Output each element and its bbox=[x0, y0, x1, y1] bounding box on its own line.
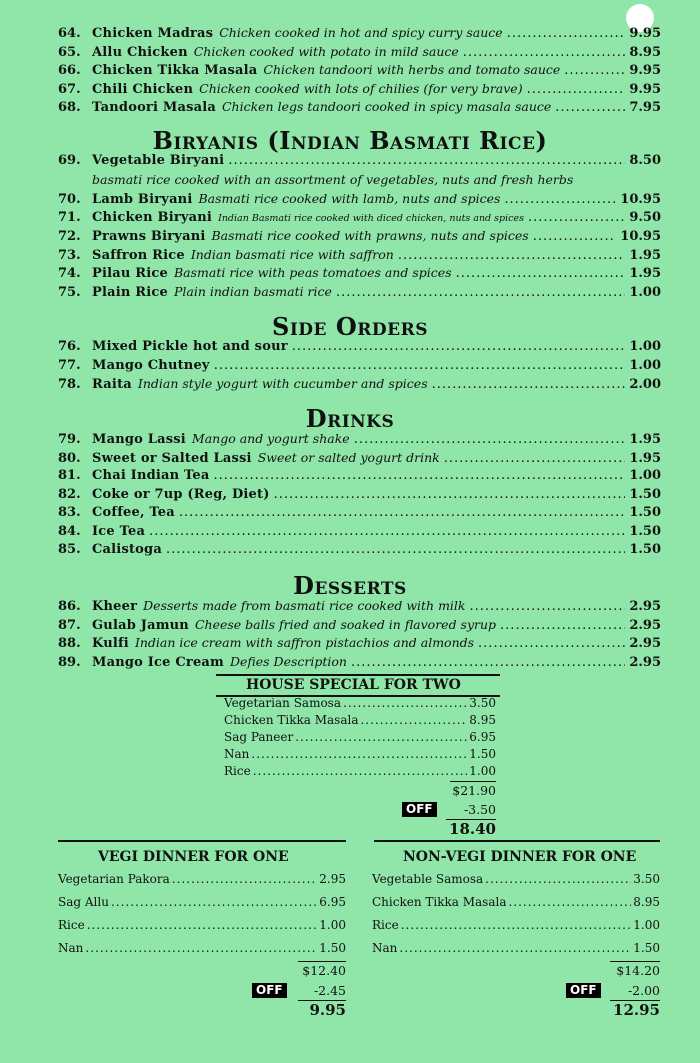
vegi-dinner-subtotal: $12.40 bbox=[302, 963, 346, 978]
item-price: 9.95 bbox=[629, 26, 661, 41]
item-price: 10.95 bbox=[620, 192, 661, 207]
dot-leader bbox=[504, 191, 616, 209]
special-item-name: Rice bbox=[224, 764, 251, 778]
menu-item bbox=[58, 357, 661, 375]
item-name: Plain Rice bbox=[92, 284, 168, 300]
item-number: 79. bbox=[58, 432, 81, 447]
dot-leader bbox=[432, 376, 626, 394]
item-number: 68. bbox=[58, 100, 81, 115]
item-number: 75. bbox=[58, 284, 81, 300]
special-item-name: Sag Allu bbox=[58, 895, 109, 909]
item-price: 9.95 bbox=[629, 63, 661, 78]
item-name: Mixed Pickle hot and sour bbox=[92, 339, 288, 354]
special-item-name: Chicken Tikka Masala bbox=[224, 713, 359, 727]
special-item-price: 3.50 bbox=[469, 696, 496, 710]
nonvegi-dinner-top-rule bbox=[374, 840, 660, 842]
vegi-dinner-title: VEGI DINNER FOR ONE bbox=[98, 849, 289, 865]
item-price: 10.95 bbox=[620, 229, 661, 244]
special-item-price: 1.50 bbox=[469, 747, 496, 761]
item-price: 1.95 bbox=[629, 247, 661, 263]
item-price: 2.00 bbox=[629, 377, 661, 392]
item-price: 1.50 bbox=[629, 542, 661, 557]
special-item bbox=[372, 940, 660, 956]
menu-item bbox=[58, 467, 661, 485]
item-name: Mango Lassi bbox=[92, 432, 186, 447]
dot-leader bbox=[149, 523, 625, 541]
menu-item bbox=[58, 264, 661, 283]
vegi-dinner-off-badge: OFF bbox=[252, 983, 287, 998]
special-item bbox=[372, 894, 660, 910]
item-name: Tandoori Masala bbox=[92, 100, 216, 115]
item-price: 1.00 bbox=[629, 339, 661, 354]
item-number: 78. bbox=[58, 377, 81, 392]
special-item-name: Nan bbox=[372, 941, 398, 955]
item-description: Indian Basmati rice cooked with diced chicken, nuts and spices bbox=[218, 212, 524, 224]
special-item-name: Rice bbox=[58, 918, 85, 932]
menu-item bbox=[58, 152, 661, 170]
item-number: 72. bbox=[58, 229, 81, 244]
item-price: 1.95 bbox=[629, 266, 661, 281]
special-item-name: Vegetable Samosa bbox=[372, 872, 484, 886]
menu-item bbox=[58, 504, 661, 522]
dot-leader bbox=[401, 917, 632, 933]
dot-leader bbox=[166, 541, 625, 559]
house-special-title: HOUSE SPECIAL FOR TWO bbox=[246, 677, 461, 693]
item-number: 69. bbox=[58, 153, 81, 168]
item-number: 84. bbox=[58, 523, 81, 539]
special-item bbox=[58, 917, 346, 933]
house-special-discount: -3.50 bbox=[463, 802, 496, 817]
special-item-name: Nan bbox=[58, 941, 84, 955]
item-name: Gulab Jamun bbox=[92, 617, 189, 633]
menu-item bbox=[58, 209, 661, 228]
item-name: Mango Chutney bbox=[92, 357, 210, 373]
item-description: Mango and yogurt shake bbox=[191, 431, 350, 446]
dot-leader bbox=[456, 265, 626, 283]
special-item-name: Chicken Tikka Masala bbox=[372, 895, 507, 909]
dot-leader bbox=[172, 871, 318, 887]
menu-item bbox=[58, 43, 661, 62]
dot-leader bbox=[85, 940, 317, 956]
item-name: Coffee, Tea bbox=[92, 505, 175, 520]
dot-leader bbox=[444, 450, 626, 468]
item-description: Chicken tandoori with herbs and tomato sauce bbox=[263, 62, 561, 77]
menu-item bbox=[58, 283, 661, 302]
special-item-name: Sag Paneer bbox=[224, 730, 294, 744]
dot-leader bbox=[253, 763, 468, 779]
item-name: Mango Ice Cream bbox=[92, 654, 224, 670]
menu-item bbox=[58, 61, 661, 80]
item-name: Ice Tea bbox=[92, 523, 146, 539]
dot-leader bbox=[478, 635, 625, 653]
special-item-price: 6.95 bbox=[469, 730, 496, 744]
dot-leader bbox=[111, 894, 317, 910]
item-description: Basmati rice cooked with lamb, nuts and spices bbox=[198, 191, 501, 206]
special-item-name: Vegetarian Samosa bbox=[224, 696, 341, 710]
item-price: 1.50 bbox=[629, 486, 661, 502]
vegetable-biryani-description: basmati rice cooked with an assortment of vegetables, nuts and fresh herbs bbox=[92, 172, 574, 187]
special-item-price: 8.95 bbox=[469, 713, 496, 727]
special-item-price: 2.95 bbox=[319, 872, 346, 886]
item-price: 1.50 bbox=[629, 505, 661, 520]
vegi-dinner-discount: -2.45 bbox=[313, 983, 346, 998]
special-item-price: 1.00 bbox=[319, 918, 346, 932]
item-name: Chicken Madras bbox=[92, 26, 214, 41]
item-description: Chicken cooked in hot and spicy curry sauce bbox=[219, 25, 503, 40]
item-number: 86. bbox=[58, 599, 81, 614]
item-description: Indian basmati rice with saffron bbox=[190, 246, 394, 262]
item-name: Kulfi bbox=[92, 636, 129, 651]
item-number: 66. bbox=[58, 63, 81, 78]
special-item-price: 8.95 bbox=[633, 895, 660, 909]
item-number: 88. bbox=[58, 636, 81, 651]
item-name: Chicken Biryani bbox=[92, 209, 213, 225]
item-name: Kheer bbox=[92, 599, 138, 614]
item-number: 67. bbox=[58, 81, 81, 97]
house-special-subtotal: $21.90 bbox=[452, 783, 496, 798]
dot-leader bbox=[87, 917, 318, 933]
special-item bbox=[224, 695, 496, 711]
item-name: Chili Chicken bbox=[92, 81, 194, 97]
nonvegi-dinner-total: 12.95 bbox=[613, 1001, 660, 1019]
item-price: 8.50 bbox=[629, 153, 661, 168]
item-price: 8.95 bbox=[629, 44, 661, 60]
item-description: Desserts made from basmati rice cooked with milk bbox=[143, 598, 466, 613]
dot-leader bbox=[508, 894, 631, 910]
item-number: 76. bbox=[58, 339, 81, 354]
vegi-dinner-sum-rule bbox=[298, 961, 346, 962]
item-number: 65. bbox=[58, 44, 81, 60]
dot-leader bbox=[351, 654, 625, 672]
item-price: 9.50 bbox=[629, 209, 661, 225]
item-price: 2.95 bbox=[629, 654, 661, 670]
item-number: 81. bbox=[58, 468, 81, 483]
dot-leader bbox=[555, 99, 625, 117]
item-description: Cheese balls fried and soaked in flavored syrup bbox=[194, 616, 497, 632]
special-item-price: 1.00 bbox=[469, 764, 496, 778]
item-name: Saffron Rice bbox=[92, 247, 185, 263]
dot-leader bbox=[295, 729, 467, 745]
special-item bbox=[58, 871, 346, 887]
special-item-name: Rice bbox=[372, 918, 399, 932]
item-number: 77. bbox=[58, 357, 81, 373]
dot-leader bbox=[228, 152, 625, 170]
menu-item bbox=[58, 653, 661, 672]
special-item bbox=[372, 917, 660, 933]
item-description: Basmati rice cooked with prawns, nuts and spices bbox=[211, 228, 529, 243]
special-item bbox=[372, 871, 660, 887]
dot-leader bbox=[500, 617, 625, 635]
dot-leader bbox=[274, 486, 626, 504]
item-number: 82. bbox=[58, 486, 81, 502]
dot-leader bbox=[354, 431, 626, 449]
drinks-heading: Drinks bbox=[305, 404, 395, 433]
item-price: 2.95 bbox=[629, 599, 661, 614]
biryanis-heading: Biryanis (Indian Basmati Rice) bbox=[152, 126, 548, 155]
nonvegi-dinner-subtotal: $14.20 bbox=[616, 963, 660, 978]
special-item-name: Vegetarian Pakora bbox=[58, 872, 170, 886]
dot-leader bbox=[251, 746, 467, 762]
menu-item bbox=[58, 597, 661, 616]
item-number: 74. bbox=[58, 266, 81, 281]
special-item bbox=[58, 894, 346, 910]
menu-item bbox=[58, 98, 661, 117]
menu-item bbox=[58, 190, 661, 209]
dot-leader bbox=[360, 712, 467, 728]
dot-leader bbox=[527, 81, 626, 99]
item-name: Lamb Biryani bbox=[92, 192, 193, 207]
special-item-name: Nan bbox=[224, 747, 250, 761]
item-description: Indian ice cream with saffron pistachios and almonds bbox=[134, 635, 475, 650]
dot-leader bbox=[214, 467, 626, 485]
vegi-dinner-total: 9.95 bbox=[309, 1001, 346, 1019]
item-description: Plain indian basmati rice bbox=[173, 283, 332, 299]
item-price: 2.95 bbox=[629, 636, 661, 651]
item-number: 85. bbox=[58, 542, 81, 557]
dot-leader bbox=[399, 940, 631, 956]
special-item bbox=[224, 729, 496, 745]
item-number: 70. bbox=[58, 192, 81, 207]
item-description: Indian style yogurt with cucumber and spices bbox=[137, 376, 428, 391]
item-number: 80. bbox=[58, 450, 81, 466]
item-description: Chicken legs tandoori cooked in spicy masala sauce bbox=[221, 99, 552, 114]
item-price: 1.50 bbox=[629, 523, 661, 539]
item-name: Vegetable Biryani bbox=[92, 153, 225, 168]
item-name: Allu Chicken bbox=[92, 44, 188, 60]
nonvegi-dinner-discount: -2.00 bbox=[627, 983, 660, 998]
item-name: Prawns Biryani bbox=[92, 229, 206, 244]
item-price: 9.95 bbox=[629, 81, 661, 97]
vegi-dinner-top-rule bbox=[58, 840, 346, 842]
dot-leader bbox=[292, 338, 626, 356]
item-price: 1.00 bbox=[629, 357, 661, 373]
item-description: Chicken cooked with lots of chilies (for very brave) bbox=[199, 80, 523, 96]
menu-item bbox=[58, 634, 661, 653]
item-description: Basmati rice with peas tomatoes and spices bbox=[173, 265, 452, 280]
item-description: Defies Description bbox=[230, 653, 347, 669]
dot-leader bbox=[470, 598, 626, 616]
dot-leader bbox=[507, 25, 626, 43]
item-name: Raita bbox=[92, 377, 132, 392]
special-item-price: 1.50 bbox=[319, 941, 346, 955]
item-description: Chicken cooked with potato in mild sauce bbox=[193, 43, 459, 59]
desserts-heading: Desserts bbox=[293, 571, 407, 600]
item-name: Coke or 7up (Reg, Diet) bbox=[92, 486, 270, 502]
house-special-top-rule bbox=[216, 674, 500, 676]
dot-leader bbox=[485, 871, 631, 887]
menu-item bbox=[58, 616, 661, 635]
dot-leader bbox=[336, 284, 625, 302]
item-number: 71. bbox=[58, 209, 81, 225]
nonvegi-dinner-off-badge: OFF bbox=[566, 983, 601, 998]
item-number: 64. bbox=[58, 26, 81, 41]
menu-item bbox=[58, 541, 661, 559]
item-number: 87. bbox=[58, 617, 81, 633]
item-price: 2.95 bbox=[629, 617, 661, 633]
side-orders-heading: Side Orders bbox=[272, 312, 428, 341]
item-name: Sweet or Salted Lassi bbox=[92, 450, 252, 466]
menu-item bbox=[58, 24, 661, 43]
dot-leader bbox=[398, 247, 626, 265]
menu-item bbox=[58, 246, 661, 265]
special-item bbox=[224, 746, 496, 762]
item-name: Chicken Tikka Masala bbox=[92, 63, 258, 78]
special-item bbox=[224, 712, 496, 728]
dot-leader bbox=[528, 209, 625, 227]
dot-leader bbox=[533, 228, 617, 246]
dot-leader bbox=[214, 357, 626, 375]
nonvegi-dinner-sum-rule bbox=[610, 961, 660, 962]
menu-item bbox=[58, 375, 661, 394]
item-description: Sweet or salted yogurt drink bbox=[257, 449, 440, 465]
house-special-off-badge: OFF bbox=[402, 802, 437, 817]
menu-item bbox=[58, 227, 661, 246]
item-price: 7.95 bbox=[629, 100, 661, 115]
menu-item bbox=[58, 338, 661, 356]
item-price: 1.00 bbox=[629, 468, 661, 483]
menu-item bbox=[58, 523, 661, 541]
menu-item bbox=[58, 80, 661, 99]
menu-item bbox=[58, 486, 661, 504]
menu-item bbox=[58, 430, 661, 449]
dot-leader bbox=[564, 62, 625, 80]
item-number: 83. bbox=[58, 505, 81, 520]
special-item-price: 6.95 bbox=[319, 895, 346, 909]
special-item-price: 1.00 bbox=[633, 918, 660, 932]
menu-item bbox=[58, 449, 661, 468]
dot-leader bbox=[463, 44, 626, 62]
item-name: Calistoga bbox=[92, 542, 162, 557]
item-number: 73. bbox=[58, 247, 81, 263]
house-special-total: 18.40 bbox=[449, 820, 496, 838]
item-number: 89. bbox=[58, 654, 81, 670]
special-item-price: 3.50 bbox=[633, 872, 660, 886]
item-name: Pilau Rice bbox=[92, 266, 168, 281]
item-price: 1.95 bbox=[629, 450, 661, 466]
special-item bbox=[224, 763, 496, 779]
nonvegi-dinner-title: NON-VEGI DINNER FOR ONE bbox=[403, 849, 637, 865]
special-item bbox=[58, 940, 346, 956]
dot-leader bbox=[343, 695, 467, 711]
house-special-sum-rule bbox=[450, 781, 496, 782]
special-item-price: 1.50 bbox=[633, 941, 660, 955]
item-price: 1.95 bbox=[629, 432, 661, 447]
dot-leader bbox=[179, 504, 625, 522]
item-price: 1.00 bbox=[629, 284, 661, 300]
item-name: Chai Indian Tea bbox=[92, 468, 210, 483]
